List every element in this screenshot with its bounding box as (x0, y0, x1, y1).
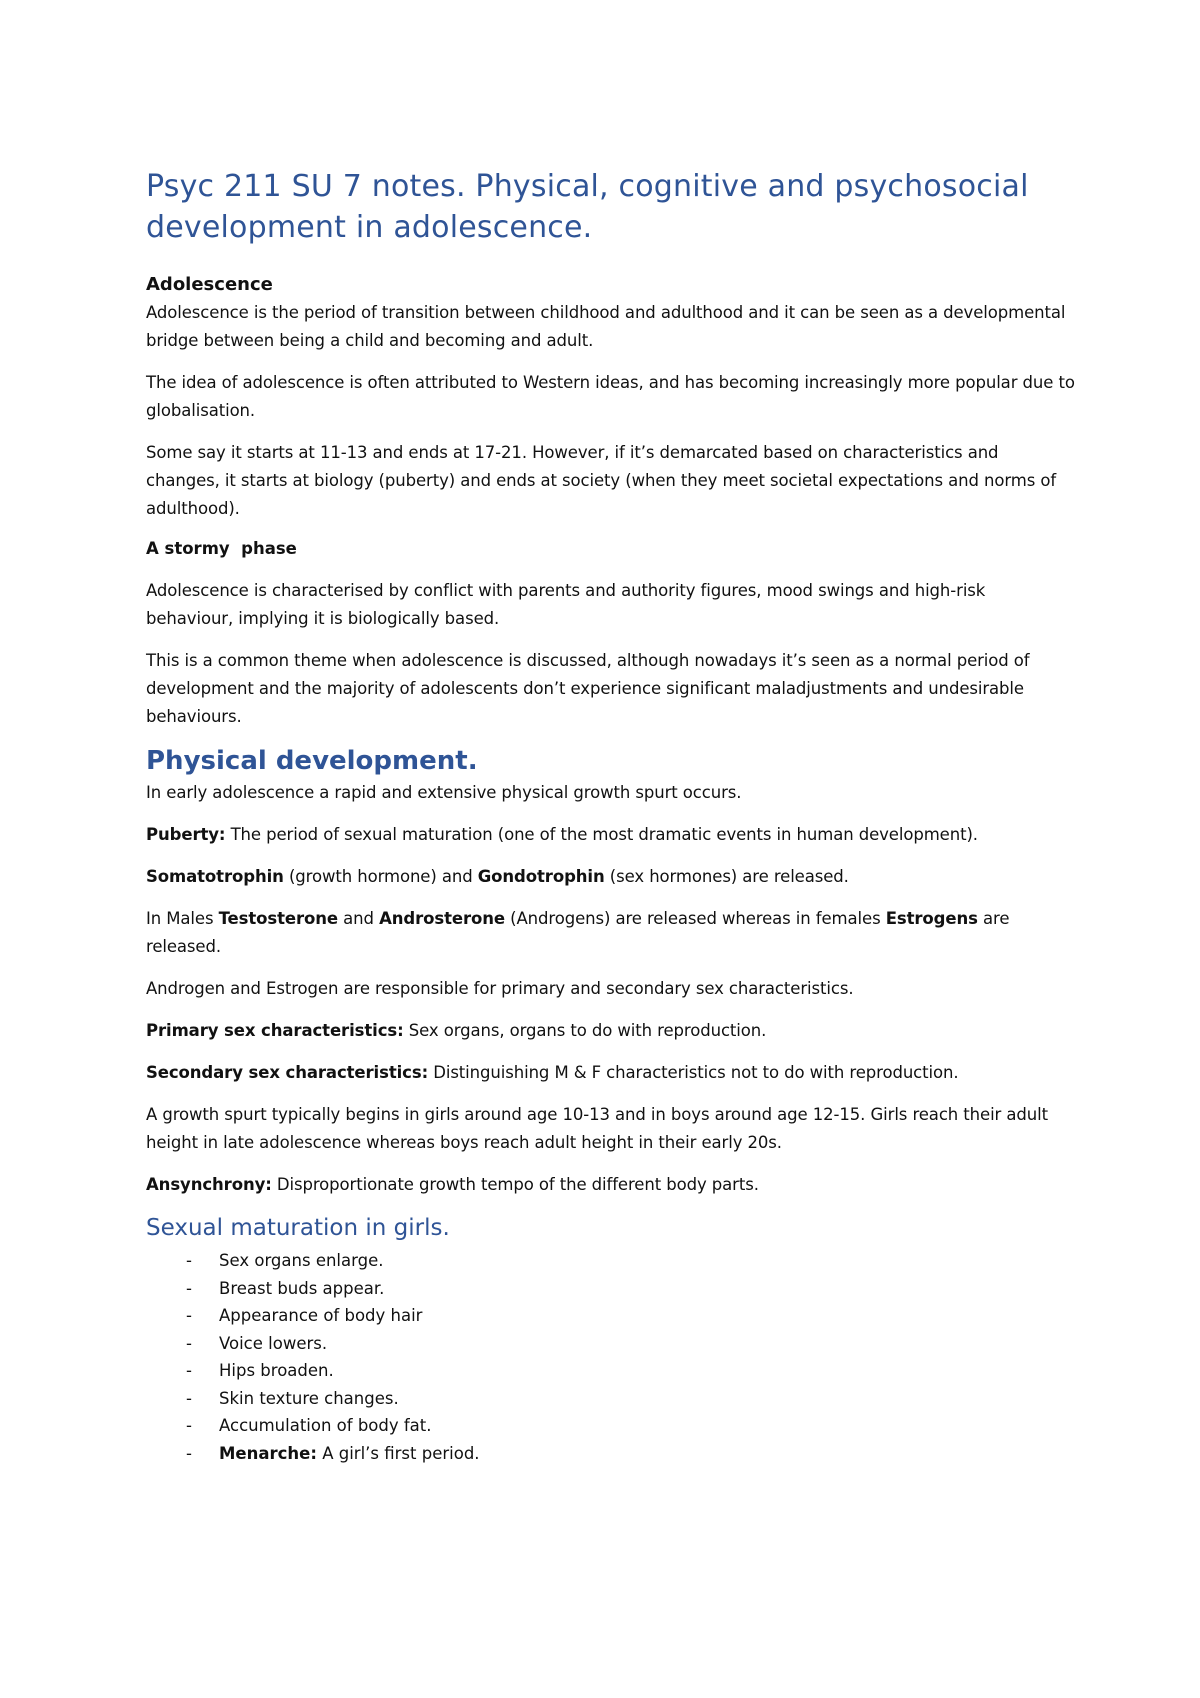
text-span: In Males (146, 909, 219, 928)
list-item (146, 1275, 1076, 1303)
term-estrogens: Estrogens (885, 909, 978, 928)
list-item-text: Hips broaden. (219, 1361, 334, 1380)
text-span: are released. (146, 909, 1010, 956)
text-span: (Androgens) are released whereas in females (504, 909, 886, 928)
heading-stormy-phase: A stormy phase (146, 539, 297, 558)
girls-maturation-list (146, 1247, 1076, 1467)
list-item-text: Voice lowers. (219, 1333, 328, 1353)
paragraph: Some say it starts at 11-13 and ends at 17-21. However, if it’s demarcated based on characteristics and changes, it starts at biology (puberty) and ends at society (when they meet societal expectations and norms of adulthood). (146, 443, 1057, 518)
document-page (146, 166, 1076, 1467)
paragraph: The idea of adolescence is often attributed to Western ideas, and has becoming increasingly more popular due to globalisation. (146, 373, 1075, 420)
list-item-text: Breast buds appear. (219, 1278, 385, 1298)
definition-primary-sex (146, 1017, 1076, 1045)
paragraph-sex-hormones (146, 905, 1076, 961)
dash-bullet: - (186, 1278, 192, 1298)
term-gondotrophin: Gondotrophin (477, 867, 605, 886)
dash-bullet: - (186, 1443, 192, 1463)
dash-bullet: - (186, 1306, 192, 1325)
list-item (146, 1412, 1076, 1440)
paragraph: Adolescence is the period of transition between childhood and adulthood and it can be seen as a developmental bridge between being a child and becoming and adult. (146, 303, 1066, 350)
paragraph: This is a common theme when adolescence is discussed, although nowadays it’s seen as a normal period of development and the majority of adolescents don’t experience significant maladjustments and undesirable behaviours. (146, 651, 1030, 726)
dash-bullet: - (186, 1361, 192, 1380)
definition-ansynchrony (146, 1171, 1076, 1199)
list-item-text: Accumulation of body fat. (219, 1416, 432, 1435)
term-ansynchrony: Ansynchrony: (146, 1175, 272, 1194)
definition-puberty (146, 821, 1076, 849)
definition-text: Sex organs, organs to do with reproduction. (403, 1021, 767, 1040)
list-item (146, 1247, 1076, 1275)
paragraph: Androgen and Estrogen are responsible for primary and secondary sex characteristics. (146, 979, 854, 998)
list-item-text: Sex organs enlarge. (219, 1251, 384, 1270)
term-menarche: Menarche: (219, 1443, 317, 1463)
paragraph: Adolescence is characterised by conflict with parents and authority figures, mood swings and high-risk behaviour, implying it is biologically based. (146, 581, 986, 628)
dash-bullet: - (186, 1251, 192, 1270)
heading-adolescence: Adolescence (146, 274, 273, 295)
heading-sexual-maturation-girls: Sexual maturation in girls. (146, 1215, 450, 1241)
definition-text: Distinguishing M & F characteristics not to do with reproduction. (428, 1063, 959, 1082)
term-primary-sex-characteristics: Primary sex characteristics: (146, 1021, 404, 1040)
definition-text: A girl’s first period. (316, 1443, 480, 1463)
definition-text: Disproportionate growth tempo of the different body parts. (271, 1175, 759, 1194)
list-item (146, 1330, 1076, 1358)
text-span: (sex hormones) are released. (604, 867, 849, 886)
term-secondary-sex-characteristics: Secondary sex characteristics: (146, 1063, 429, 1082)
paragraph-hormones (146, 863, 1076, 891)
document-title: Psyc 211 SU 7 notes. Physical, cognitive and psychosocial development in adolescence. (146, 169, 1029, 245)
list-item (146, 1302, 1076, 1330)
list-item-text: Skin texture changes. (219, 1388, 399, 1408)
definition-secondary-sex (146, 1059, 1076, 1087)
term-somatotrophin: Somatotrophin (146, 867, 284, 886)
term-testosterone: Testosterone (218, 909, 339, 928)
definition-text: The period of sexual maturation (one of the most dramatic events in human development). (225, 825, 978, 844)
list-item (146, 1440, 1076, 1468)
heading-physical-development: Physical development. (146, 746, 478, 776)
text-span: (growth hormone) and (283, 867, 478, 886)
paragraph: In early adolescence a rapid and extensive physical growth spurt occurs. (146, 783, 742, 802)
dash-bullet: - (186, 1333, 192, 1353)
list-item (146, 1385, 1076, 1413)
dash-bullet: - (186, 1388, 192, 1408)
dash-bullet: - (186, 1416, 192, 1435)
text-span: and (338, 909, 380, 928)
list-item-text: Appearance of body hair (219, 1306, 423, 1325)
paragraph: A growth spurt typically begins in girls around age 10-13 and in boys around age 12-15. Girls reach their adult height in late adolescence whereas boys reach adult height in their early 20s. (146, 1105, 1048, 1152)
term-androsterone: Androsterone (379, 909, 505, 928)
term-puberty: Puberty: (146, 825, 226, 844)
list-item (146, 1357, 1076, 1385)
